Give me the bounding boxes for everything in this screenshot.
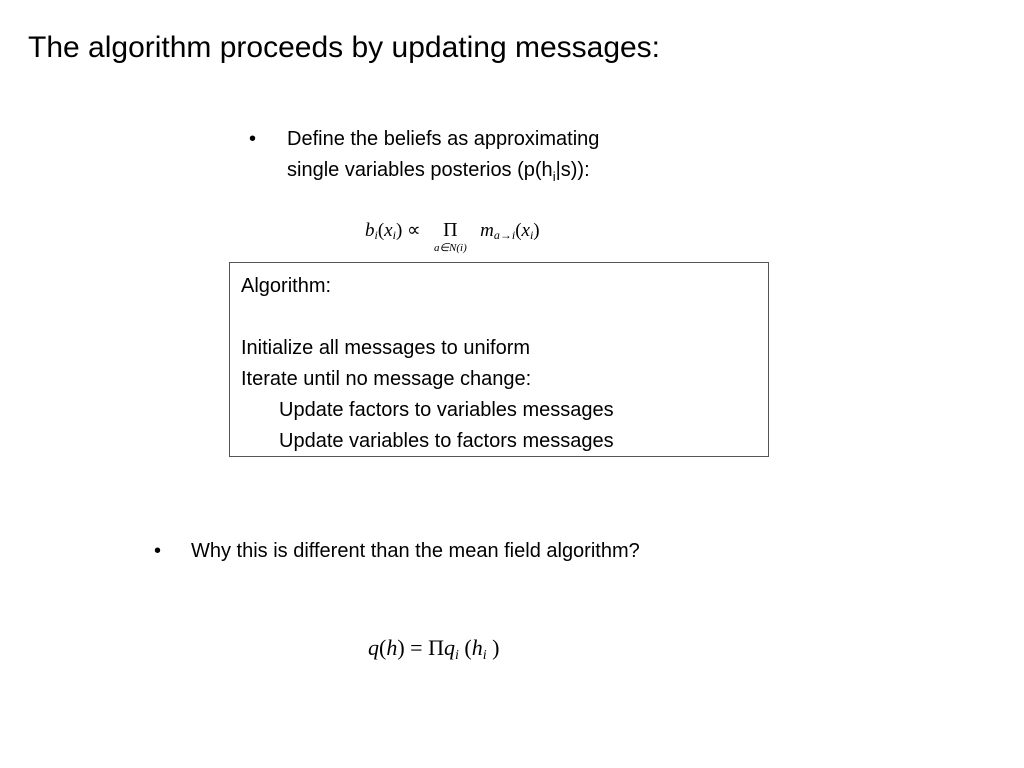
formula-x: x [384, 220, 393, 241]
mf-h2: h [471, 635, 483, 660]
mf-h2-sub: i [482, 648, 487, 663]
mf-open2: ( [458, 635, 472, 660]
formula-x-sub: i [392, 228, 396, 242]
bullet-question-text: Why this is different than the mean field algorithm? [191, 540, 640, 562]
mf-h: h [386, 635, 398, 660]
mf-equals: = [404, 635, 429, 660]
mf-q: q [368, 635, 379, 660]
algorithm-box [229, 262, 769, 457]
mf-close: ) [397, 635, 405, 660]
beliefs-formula [365, 218, 540, 254]
formula-x2-sub: i [529, 228, 534, 242]
mf-q2-sub: i [454, 648, 459, 663]
slide-title: The algorithm proceeds by updating messages: [28, 31, 661, 64]
formula-b: b [365, 220, 375, 241]
algorithm-heading: Algorithm: [241, 275, 332, 297]
mf-close2: ) [486, 635, 500, 660]
formula-open2: ( [515, 220, 522, 241]
mf-prod: Π [428, 635, 444, 660]
algorithm-substep-variables: Update variables to factors messages [279, 430, 614, 452]
mf-open: ( [379, 635, 387, 660]
algorithm-step-iterate: Iterate until no message change: [241, 368, 532, 390]
bullet-dot: • [154, 540, 162, 562]
bullet-beliefs-line2 [287, 155, 599, 192]
formula-x2: x [521, 220, 530, 241]
algorithm-spacer [241, 302, 614, 333]
formula-m: m [480, 220, 494, 241]
formula-open: ( [377, 220, 385, 241]
formula-close2: ) [533, 220, 540, 241]
meanfield-formula [368, 633, 499, 671]
formula-close: ) [395, 220, 403, 241]
bullet-beliefs-line2-post: |s)): [555, 159, 590, 181]
bullet-beliefs-text [287, 124, 599, 192]
bullet-question [154, 536, 640, 567]
bullet-dot: • [249, 128, 257, 150]
formula-prod-subscript: a∈N(i) [433, 242, 467, 254]
bullet-beliefs-line2-pre: single variables posterios (p(h [287, 159, 553, 181]
algorithm-step-initialize: Initialize all messages to uniform [241, 337, 531, 359]
formula-b-sub: i [374, 228, 378, 242]
bullet-beliefs [249, 124, 599, 192]
bullet-beliefs-line1: Define the beliefs as approximating [287, 128, 600, 150]
algorithm-substep-factors: Update factors to variables messages [279, 399, 614, 421]
formula-prod-symbol: Π [443, 219, 458, 241]
formula-product [427, 218, 473, 254]
formula-propto: ∝ [407, 220, 421, 241]
mf-q2: q [443, 635, 455, 660]
formula-m-sub: a→i [493, 228, 516, 242]
bullet-beliefs-line2-sub: i [552, 169, 556, 184]
algorithm-content [241, 271, 614, 457]
